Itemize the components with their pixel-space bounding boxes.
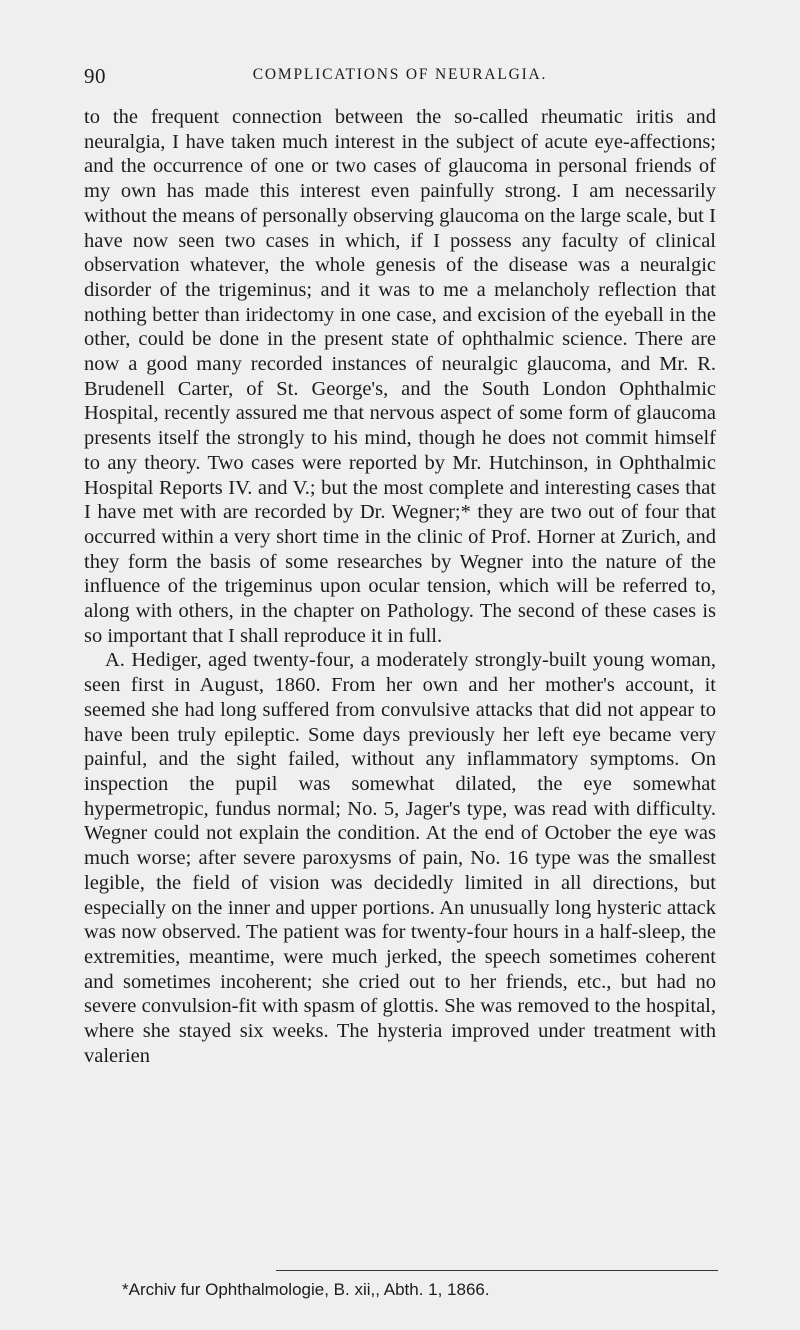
body-text xyxy=(84,105,716,1068)
paragraph: to the frequent connection between the so-called rheumatic iritis and neuralgia, I have taken much interest in the subject of acute eye-affections; and the occurrence of one or two cases of glaucoma in personal friends of my own has made this interest even painfully strong. I am necessarily without the means of personally observing glaucoma on the large scale, but I have now seen two cases in which, if I possess any faculty of clinical observation whatever, the whole genesis of the disease was a neuralgic disorder of the trigeminus; and it was to me a melancholy reflection that nothing better than iridectomy in one case, and excision of the eyeball in the other, could be done in the present state of ophthalmic science. There are now a good many recorded instances of neuralgic glaucoma, and Mr. R. Brudenell Carter, of St. George's, and the South London Ophthalmic Hospital, recently assured me that nervous aspect of some form of glaucoma presents itself the strongly to his mind, though he does not commit himself to any theory. Two cases were reported by Mr. Hutchinson, in Ophthalmic Hospital Reports IV. and V.; but the most complete and interesting cases that I have met with are recorded by Dr. Wegner;* they are two out of four that occurred within a very short time in the clinic of Prof. Horner at Zurich, and they form the basis of some researches by Wegner into the nature of the influence of the trigeminus upon ocular tension, which will be referred to, along with others, in the chapter on Pathology. The second of these cases is so important that I shall reproduce it in full. xyxy=(84,106,716,647)
paragraph: A. Hediger, aged twenty-four, a moderately strongly-built young woman, seen first in August, 1860. From her own and her mother's account, it seemed she had long suffered from convulsive attacks that did not appear to have been truly epileptic. Some days previously her left eye became very painful, and the sight failed, without any inflammatory symptoms. On inspection the pupil was somewhat dilated, the eye somewhat hypermetropic, fundus normal; No. 5, Jager's type, was read with difficulty. Wegner could not explain the condition. At the end of October the eye was much worse; after severe paroxysms of pain, No. 16 type was the smallest legible, the field of vision was decidedly limited in all directions, but especially on the inner and upper portions. An unusually long hysteric attack was now observed. The patient was for twenty-four hours in a half-sleep, the extremities, meantime, were much jerked, the speech sometimes coherent and sometimes incoherent; she cried out to her friends, etc., but had no severe convulsion-fit with spasm of glottis. She was removed to the hospital, where she stayed six weeks. The hysteria improved under treatment with valerien xyxy=(84,649,716,1067)
running-head: COMPLICATIONS OF NEURALGIA. xyxy=(252,66,548,83)
footnote: *Archiv fur Ophthalmologie, B. xii,, Abth. 1, 1866. xyxy=(122,1280,490,1299)
page-number: 90 xyxy=(84,64,106,88)
footnote-rule xyxy=(276,1270,718,1271)
